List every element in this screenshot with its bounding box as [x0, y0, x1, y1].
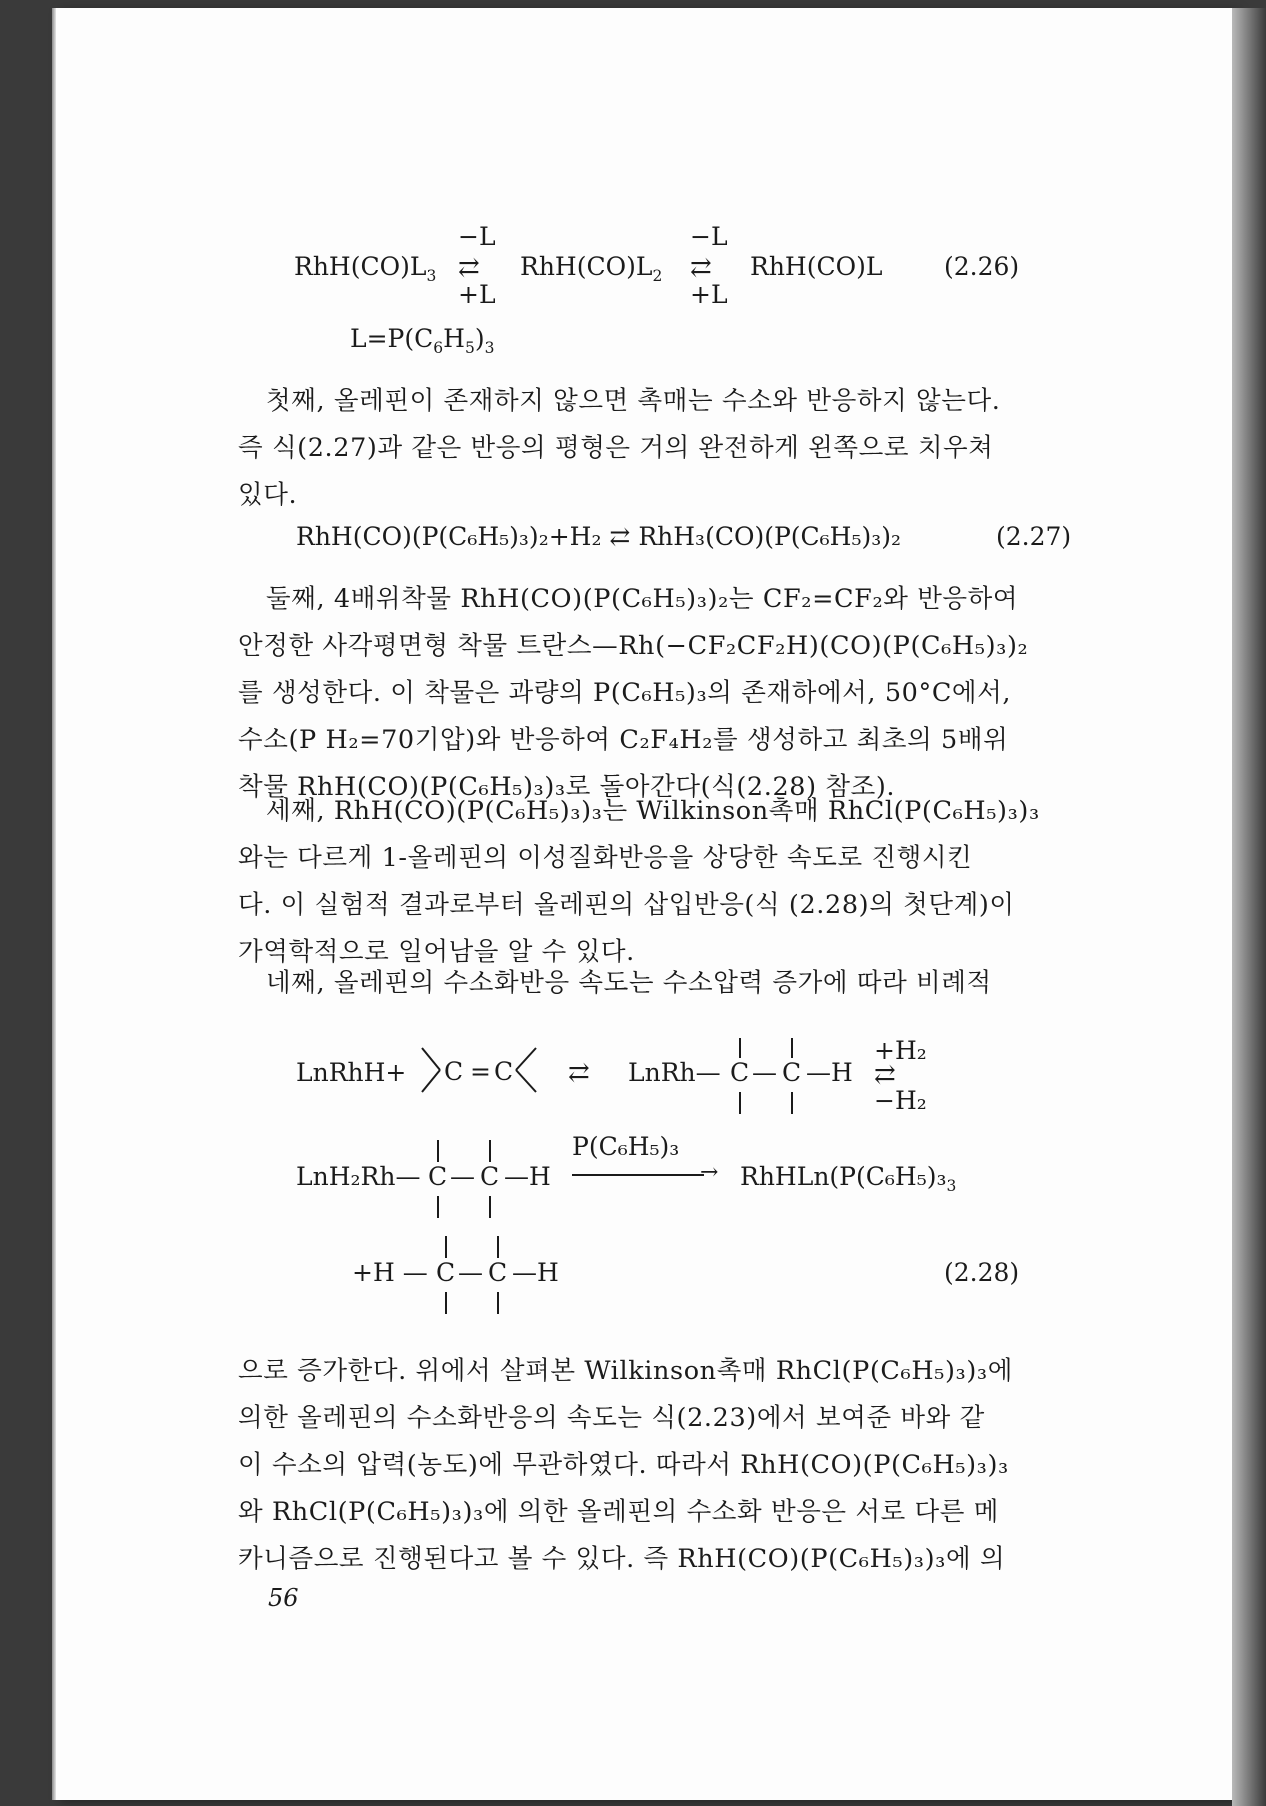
text-line: 가역학적으로 일어남을 알 수 있다. — [238, 937, 635, 967]
eq226-arrow2: ⇄ — [690, 253, 712, 283]
vertical-bond — [791, 1038, 793, 1058]
paragraph-fourth — [238, 960, 1080, 1007]
page-number: 56 — [268, 1584, 299, 1612]
paragraph-third — [238, 788, 1080, 976]
eq226-arrow1: ⇄ — [458, 253, 480, 283]
vertical-bond — [437, 1140, 439, 1162]
carbon-bond: — — [458, 1258, 483, 1287]
text-line: 카니즘으로 진행된다고 볼 수 있다. 즉 RhH(CO)(P(C₆H₅)₃)₃에 의 — [238, 1544, 1006, 1574]
text-line: 둘째, 4배위착물 RhH(CO)(P(C₆H₅)₃)₂는 CF₂=CF₂와 반응하여 — [266, 584, 1019, 614]
carbon-bond: — — [450, 1162, 475, 1191]
text-line: 있다. — [238, 480, 298, 510]
vertical-bond — [791, 1092, 793, 1114]
eq228-row1-hydrogen: —H — [806, 1058, 853, 1087]
reaction-arrow-head: → — [700, 1160, 719, 1185]
carbon-bond: — — [752, 1058, 777, 1087]
text-line: 세째, RhH(CO)(P(C₆H₅)₃)₃는 Wilkinson촉매 RhCl(P(C₆H₅)₃)₃ — [266, 796, 1040, 826]
eq228-row2-product: $RhHLn(P(C_6H_5)_3_3$ — [740, 1162, 957, 1195]
vertical-bond — [489, 1196, 491, 1218]
vertical-bond — [489, 1140, 491, 1162]
eq227-number: (2.27) — [996, 522, 1072, 551]
vertical-bond — [437, 1196, 439, 1218]
carbon-atom: C — [488, 1258, 508, 1287]
ligand-definition: $L=P(C_6H_5)_3$ — [350, 324, 495, 357]
text-line: 와는 다르게 1-올레핀의 이성질화반응을 상당한 속도로 진행시킨 — [238, 843, 973, 873]
eq226-right: RhH(CO)L — [750, 252, 883, 281]
alkene-structure — [418, 1040, 568, 1110]
text-line: 첫째, 올레핀이 존재하지 않으면 촉매는 수소와 반응하지 않는다. — [266, 386, 1001, 416]
carbon-atom: C — [730, 1058, 750, 1087]
text-line: 의한 올레핀의 수소화반응의 속도는 식(2.23)에서 보여준 바와 같 — [238, 1403, 985, 1433]
text-line: 으로 증가한다. 위에서 살펴본 Wilkinson촉매 RhCl(P(C₆H₅)₃)₃에 — [238, 1356, 1013, 1386]
paragraph-fifth — [238, 1348, 1080, 1583]
eq228-hydrogen-remove: −H₂ — [874, 1086, 927, 1115]
eq226-mid: $RhH(CO)L_2$ — [520, 252, 663, 285]
text-line: 수소(P H₂=70기압)와 반응하여 C₂F₄H₂를 생성하고 최초의 5배위 — [238, 725, 1009, 755]
eq226-left: $RhH(CO)L_3$ — [294, 252, 437, 285]
eq228-row1-reactant: LnRhH+ — [296, 1058, 407, 1087]
text-line: 즉 식(2.27)과 같은 반응의 평형은 거의 완전하게 왼쪽으로 치우쳐 — [238, 433, 994, 463]
eq228-row3-hydrogen: —H — [512, 1258, 559, 1287]
page-left-edge — [52, 8, 56, 1800]
eq228-row1-product: LnRh— — [628, 1058, 721, 1087]
text-line: 이 수소의 압력(농도)에 무관하였다. 따라서 RhH(CO)(P(C₆H₅)₃)₃ — [238, 1450, 1009, 1480]
text-line: 와 RhCl(P(C₆H₅)₃)₃에 의한 올레핀의 수소화 반응은 서로 다른 메 — [238, 1497, 999, 1527]
text-line: 착물 RhH(CO)(P(C₆H₅)₃)₃로 돌아간다(식(2.28) 참조). — [238, 772, 896, 802]
vertical-bond — [445, 1236, 447, 1258]
eq226-number: (2.26) — [944, 252, 1020, 281]
vertical-bond — [497, 1236, 499, 1258]
carbon-atom: C — [782, 1058, 802, 1087]
alkene-double-bond: = — [470, 1057, 491, 1086]
vertical-bond — [739, 1038, 741, 1058]
text-line: 를 생성한다. 이 착물은 과량의 P(C₆H₅)₃의 존재하에서, 50°C에서, — [238, 678, 1012, 708]
eq228-hydrogen-add: +H₂ — [874, 1036, 927, 1065]
eq228-number: (2.28) — [944, 1258, 1020, 1287]
eq228-row2-complex: LnH₂Rh— — [296, 1162, 421, 1191]
text-line: 안정한 사각평면형 착물 트란스—Rh(−CF₂CF₂H)(CO)(P(C₆H₅)₃)₂ — [238, 631, 1029, 661]
eq228-row2-hydrogen: —H — [504, 1162, 551, 1191]
eq228-equilibrium-arrow-1: ⇄ — [568, 1058, 590, 1088]
paragraph-first — [238, 378, 1080, 519]
eq228-reagent: P(C₆H₅)₃ — [572, 1132, 680, 1161]
reaction-arrow-shaft — [572, 1174, 704, 1176]
eq228-equilibrium-arrow-2: ⇄ — [874, 1060, 896, 1090]
carbon-atom: C — [428, 1162, 448, 1191]
carbon-atom: C — [480, 1162, 500, 1191]
eq228-row3-lead: +H — — [352, 1258, 428, 1287]
eq226-arrow2-below: +L — [690, 280, 728, 309]
eq227-text: RhH(CO)(P(C₆H₅)₃)₂+H₂ ⇄ RhH₃(CO)(P(C₆H₅)₃)₂ — [296, 522, 902, 551]
eq226-arrow1-above: −L — [458, 222, 496, 251]
page-right-shadow — [1232, 8, 1266, 1806]
vertical-bond — [497, 1292, 499, 1314]
text-line: 다. 이 실험적 결과로부터 올레핀의 삽입반응(식 (2.28)의 첫단계)이 — [238, 890, 1015, 920]
eq226-arrow1-below: +L — [458, 280, 496, 309]
eq226-arrow2-above: −L — [690, 222, 728, 251]
paragraph-second — [238, 576, 1080, 811]
alkene-carbon-1: C — [444, 1057, 464, 1086]
alkene-carbon-2: C — [494, 1057, 514, 1086]
vertical-bond — [445, 1292, 447, 1314]
carbon-atom: C — [436, 1258, 456, 1287]
vertical-bond — [739, 1092, 741, 1114]
text-line: 네째, 올레핀의 수소화반응 속도는 수소압력 증가에 따라 비례적 — [266, 968, 992, 998]
